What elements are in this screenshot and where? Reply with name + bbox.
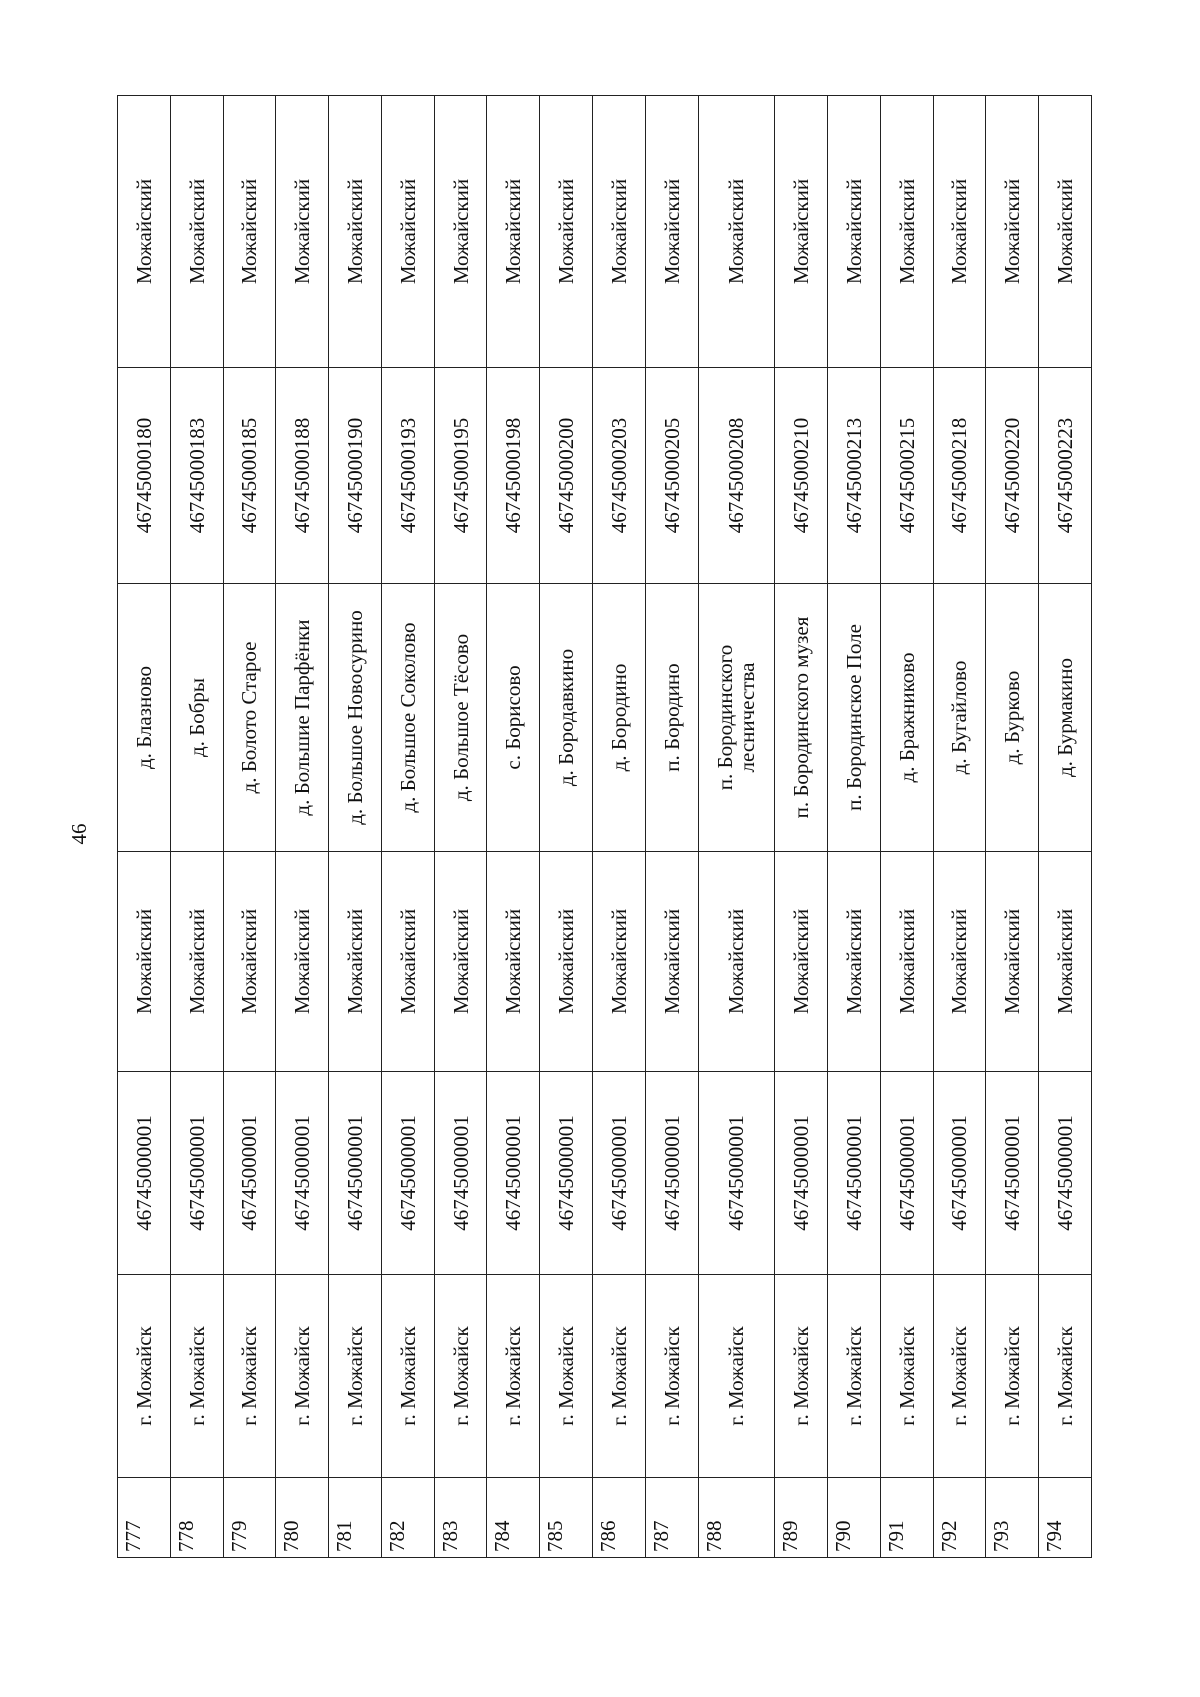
locality-code-cell: 46745000210	[775, 368, 828, 584]
city-cell: г. Можайск	[487, 1275, 540, 1478]
district-cell: Можайский	[434, 852, 487, 1072]
row-number-cell: 794	[1039, 1478, 1092, 1558]
table-row	[1039, 96, 1092, 1558]
row-number-cell: 787	[645, 1478, 698, 1558]
row-number-cell: 786	[593, 1478, 646, 1558]
city-code-cell: 46745000001	[880, 1072, 933, 1275]
locality-code-cell: 46745000223	[1039, 368, 1092, 584]
city-cell: г. Можайск	[276, 1275, 329, 1478]
locality-district-cell: Можайский	[170, 96, 223, 368]
city-cell: г. Можайск	[775, 1275, 828, 1478]
locality-cell: д. Бородавкино	[540, 584, 593, 852]
locality-district-cell: Можайский	[329, 96, 382, 368]
locality-code-cell: 46745000208	[698, 368, 775, 584]
city-cell: г. Можайск	[986, 1275, 1039, 1478]
locality-district-cell: Можайский	[1039, 96, 1092, 368]
city-cell: г. Можайск	[223, 1275, 276, 1478]
city-cell: г. Можайск	[118, 1275, 171, 1478]
table-row	[540, 96, 593, 1558]
district-cell: Можайский	[170, 852, 223, 1072]
locality-cell: д. Большое Новосурино	[329, 584, 382, 852]
district-cell: Можайский	[775, 852, 828, 1072]
locality-district-cell: Можайский	[645, 96, 698, 368]
locality-cell: д. Большое Соколово	[381, 584, 434, 852]
city-code-cell: 46745000001	[698, 1072, 775, 1275]
locality-district-cell: Можайский	[698, 96, 775, 368]
row-number-cell: 785	[540, 1478, 593, 1558]
locality-cell: д. Бобры	[170, 584, 223, 852]
city-code-cell: 46745000001	[170, 1072, 223, 1275]
page-number: 46	[67, 823, 91, 845]
table-row	[775, 96, 828, 1558]
city-cell: г. Можайск	[329, 1275, 382, 1478]
locality-code-cell: 46745000205	[645, 368, 698, 584]
locality-district-cell: Можайский	[487, 96, 540, 368]
city-code-cell: 46745000001	[775, 1072, 828, 1275]
district-cell: Можайский	[276, 852, 329, 1072]
table-row	[880, 96, 933, 1558]
locality-code-cell: 46745000220	[986, 368, 1039, 584]
city-code-cell: 46745000001	[381, 1072, 434, 1275]
city-code-cell: 46745000001	[1039, 1072, 1092, 1275]
table-row	[223, 96, 276, 1558]
rotated-table-wrapper	[117, 96, 1092, 1558]
city-code-cell: 46745000001	[645, 1072, 698, 1275]
locality-code-cell: 46745000188	[276, 368, 329, 584]
locality-district-cell: Можайский	[828, 96, 881, 368]
row-number-cell: 781	[329, 1478, 382, 1558]
settlements-table	[117, 95, 1092, 1558]
locality-code-cell: 46745000195	[434, 368, 487, 584]
city-code-cell: 46745000001	[828, 1072, 881, 1275]
district-cell: Можайский	[223, 852, 276, 1072]
city-cell: г. Можайск	[540, 1275, 593, 1478]
city-code-cell: 46745000001	[276, 1072, 329, 1275]
row-number-cell: 778	[170, 1478, 223, 1558]
locality-cell: п. Бородино	[645, 584, 698, 852]
district-cell: Можайский	[540, 852, 593, 1072]
city-cell: г. Можайск	[1039, 1275, 1092, 1478]
locality-code-cell: 46745000180	[118, 368, 171, 584]
city-cell: г. Можайск	[645, 1275, 698, 1478]
district-cell: Можайский	[593, 852, 646, 1072]
table-row	[698, 96, 775, 1558]
row-number-cell: 780	[276, 1478, 329, 1558]
table-row	[828, 96, 881, 1558]
locality-code-cell: 46745000183	[170, 368, 223, 584]
table-row	[593, 96, 646, 1558]
locality-district-cell: Можайский	[434, 96, 487, 368]
locality-cell: д. Болото Старое	[223, 584, 276, 852]
locality-district-cell: Можайский	[276, 96, 329, 368]
table-row	[434, 96, 487, 1558]
district-cell: Можайский	[329, 852, 382, 1072]
locality-cell: с. Борисово	[487, 584, 540, 852]
table-row	[487, 96, 540, 1558]
district-cell: Можайский	[933, 852, 986, 1072]
locality-district-cell: Можайский	[933, 96, 986, 368]
city-code-cell: 46745000001	[434, 1072, 487, 1275]
city-cell: г. Можайск	[698, 1275, 775, 1478]
row-number-cell: 790	[828, 1478, 881, 1558]
row-number-cell: 784	[487, 1478, 540, 1558]
locality-code-cell: 46745000215	[880, 368, 933, 584]
table-row	[381, 96, 434, 1558]
city-cell: г. Можайск	[593, 1275, 646, 1478]
locality-code-cell: 46745000190	[329, 368, 382, 584]
city-code-cell: 46745000001	[223, 1072, 276, 1275]
locality-cell: д. Бурмакино	[1039, 584, 1092, 852]
locality-district-cell: Можайский	[118, 96, 171, 368]
city-cell: г. Можайск	[828, 1275, 881, 1478]
locality-cell: д. Бурково	[986, 584, 1039, 852]
table-row	[645, 96, 698, 1558]
table-row	[933, 96, 986, 1558]
district-cell: Можайский	[986, 852, 1039, 1072]
locality-cell: д. Бугайлово	[933, 584, 986, 852]
locality-cell: п. Бородинского музея	[775, 584, 828, 852]
row-number-cell: 789	[775, 1478, 828, 1558]
district-cell: Можайский	[487, 852, 540, 1072]
city-code-cell: 46745000001	[329, 1072, 382, 1275]
locality-code-cell: 46745000200	[540, 368, 593, 584]
locality-cell: д. Большое Тёсово	[434, 584, 487, 852]
locality-cell: п. Бородинского лесничества	[698, 584, 775, 852]
locality-cell: д. Бражниково	[880, 584, 933, 852]
row-number-cell: 783	[434, 1478, 487, 1558]
table-row	[118, 96, 171, 1558]
district-cell: Можайский	[698, 852, 775, 1072]
locality-code-cell: 46745000203	[593, 368, 646, 584]
city-code-cell: 46745000001	[118, 1072, 171, 1275]
table-row	[170, 96, 223, 1558]
locality-code-cell: 46745000193	[381, 368, 434, 584]
locality-code-cell: 46745000198	[487, 368, 540, 584]
city-code-cell: 46745000001	[986, 1072, 1039, 1275]
locality-district-cell: Можайский	[593, 96, 646, 368]
city-code-cell: 46745000001	[487, 1072, 540, 1275]
city-code-cell: 46745000001	[933, 1072, 986, 1275]
row-number-cell: 793	[986, 1478, 1039, 1558]
locality-code-cell: 46745000213	[828, 368, 881, 584]
city-cell: г. Можайск	[170, 1275, 223, 1478]
district-cell: Можайский	[381, 852, 434, 1072]
table-body	[118, 96, 1092, 1558]
row-number-cell: 779	[223, 1478, 276, 1558]
district-cell: Можайский	[1039, 852, 1092, 1072]
district-cell: Можайский	[880, 852, 933, 1072]
locality-district-cell: Можайский	[223, 96, 276, 368]
locality-cell: д. Блазново	[118, 584, 171, 852]
locality-district-cell: Можайский	[775, 96, 828, 368]
row-number-cell: 782	[381, 1478, 434, 1558]
city-code-cell: 46745000001	[593, 1072, 646, 1275]
table-row	[329, 96, 382, 1558]
row-number-cell: 791	[880, 1478, 933, 1558]
locality-code-cell: 46745000218	[933, 368, 986, 584]
district-cell: Можайский	[118, 852, 171, 1072]
city-cell: г. Можайск	[933, 1275, 986, 1478]
city-cell: г. Можайск	[880, 1275, 933, 1478]
row-number-cell: 792	[933, 1478, 986, 1558]
city-cell: г. Можайск	[381, 1275, 434, 1478]
row-number-cell: 788	[698, 1478, 775, 1558]
table-row	[986, 96, 1039, 1558]
district-cell: Можайский	[645, 852, 698, 1072]
locality-cell: п. Бородинское Поле	[828, 584, 881, 852]
locality-cell: д. Большие Парфёнки	[276, 584, 329, 852]
locality-code-cell: 46745000185	[223, 368, 276, 584]
city-code-cell: 46745000001	[540, 1072, 593, 1275]
locality-district-cell: Можайский	[540, 96, 593, 368]
locality-district-cell: Можайский	[381, 96, 434, 368]
locality-cell: д. Бородино	[593, 584, 646, 852]
locality-district-cell: Можайский	[880, 96, 933, 368]
table-row	[276, 96, 329, 1558]
locality-district-cell: Можайский	[986, 96, 1039, 368]
city-cell: г. Можайск	[434, 1275, 487, 1478]
row-number-cell: 777	[118, 1478, 171, 1558]
district-cell: Можайский	[828, 852, 881, 1072]
